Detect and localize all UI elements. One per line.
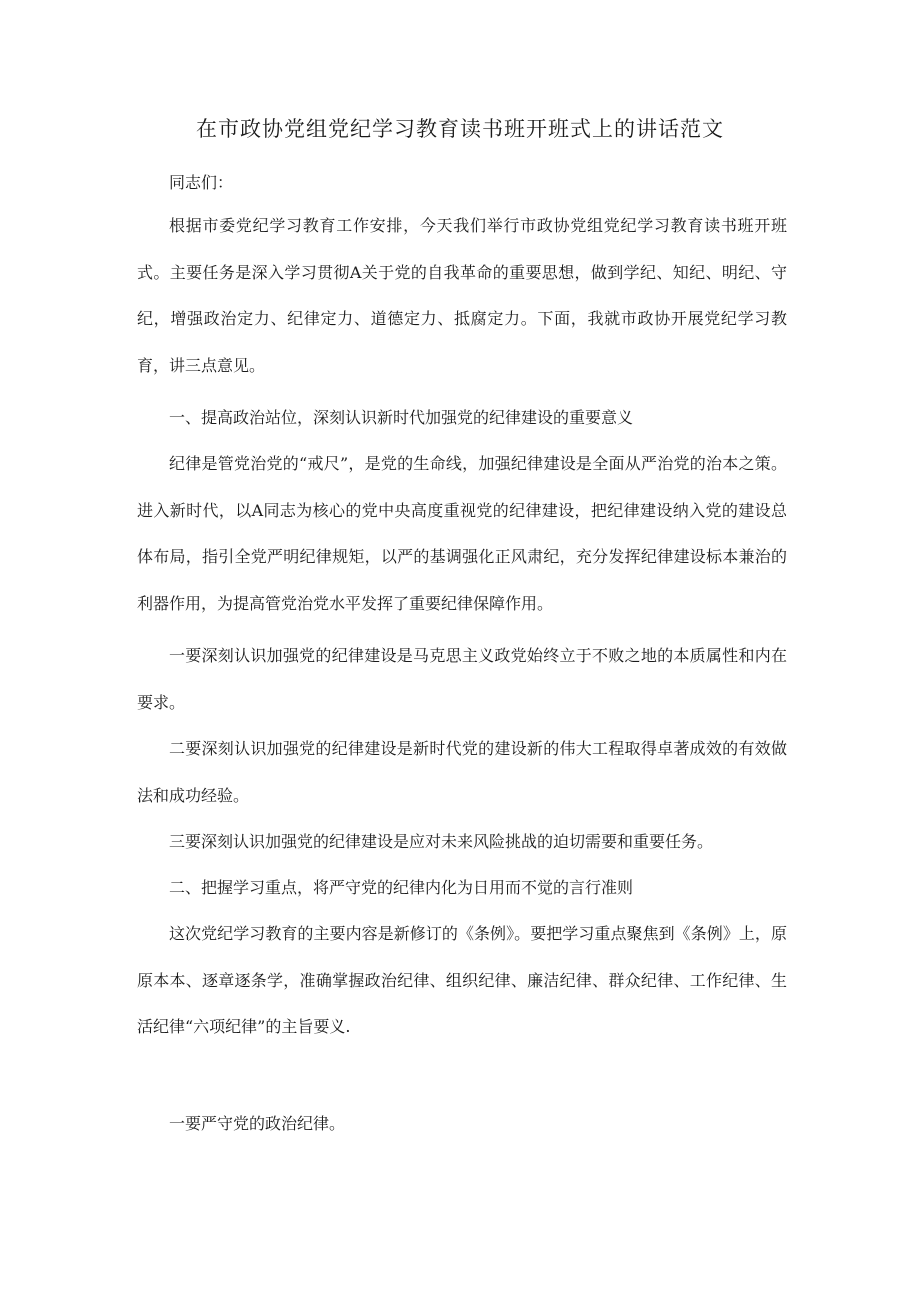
section-1-paragraph: 纪律是管党治党的“戒尺”，是党的生命线，加强纪律建设是全面从严治党的治本之策。进入新时代，以A同志为核心的党中央高度重视党的纪律建设，把纪律建设纳入党的建设总体布局，指引全党严明纪律规矩，以严的基调强化正风肃纪，充分发挥纪律建设标本兼治的利器作用，为提高管党治党水平发挥了重要纪律保障作用。 <box>137 454 787 613</box>
point-3-paragraph: 三要深刻认识加强党的纪律建设是应对未来风险挑战的迫切需要和重要任务。 <box>169 832 714 851</box>
intro-paragraph: 根据市委党纪学习教育工作安排，今天我们举行市政协党组党纪学习教育读书班开班式。主要任务是深入学习贯彻A关于党的自我革命的重要思想，做到学纪、知纪、明纪、守纪，增强政治定力、纪律定力、道德定力、抵腐定力。下面，我就市政协开展党纪学习教育，讲三点意见。 <box>137 216 787 375</box>
salutation: 同志们： <box>169 173 234 192</box>
document-title: 在市政协党组党纪学习教育读书班开班式上的讲话范文 <box>196 117 724 141</box>
point-1-paragraph: 一要深刻认识加强党的纪律建设是马克思主义政党始终立于不败之地的本质属性和内在要求。 <box>137 646 787 712</box>
section-2-paragraph: 这次党纪学习教育的主要内容是新修订的《条例》。要把学习重点聚焦到《条例》上，原原本本、逐章逐条学，准确掌握政治纪律、组织纪律、廉洁纪律、群众纪律、工作纪律、生活纪律“六项纪律”的主旨要义. <box>137 924 787 1036</box>
section-heading-1: 一、提高政治站位，深刻认识新时代加强党的纪律建设的重要意义 <box>169 408 634 427</box>
political-discipline-paragraph: 一要严守党的政治纪律。 <box>169 1114 346 1133</box>
point-2-paragraph: 二要深刻认识加强党的纪律建设是新时代党的建设新的伟大工程取得卓著成效的有效做法和成功经验。 <box>137 739 787 805</box>
section-heading-2: 二、把握学习重点，将严守党的纪律内化为日用而不觉的言行准则 <box>169 878 634 897</box>
